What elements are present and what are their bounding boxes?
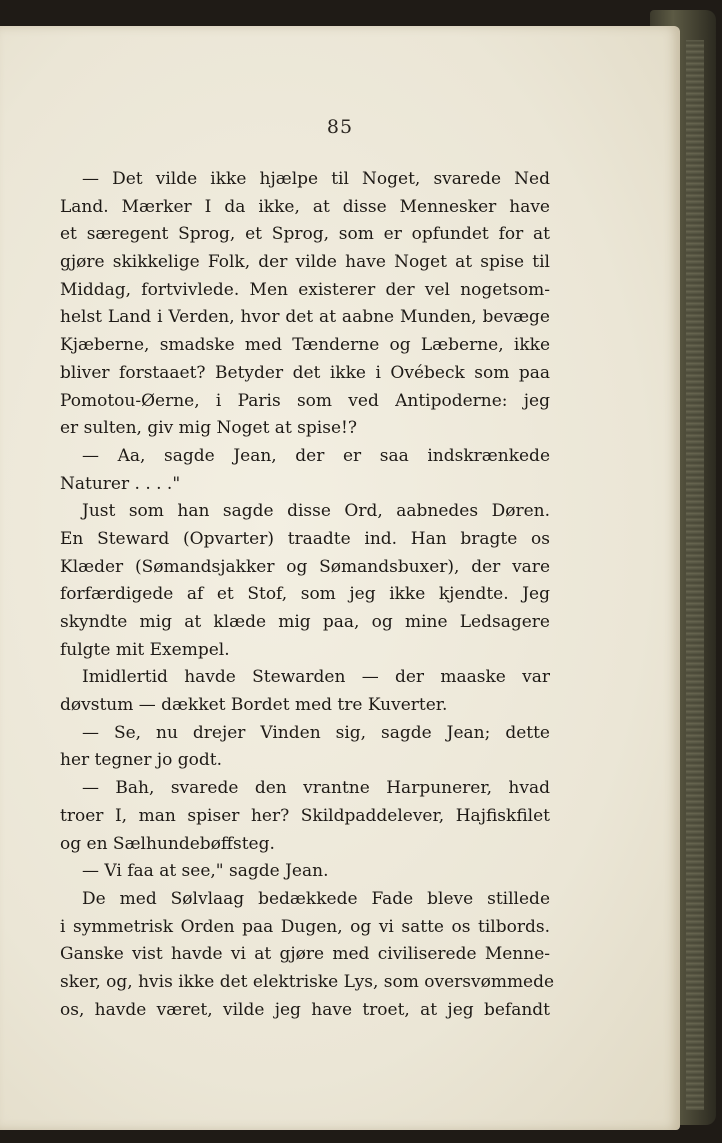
text-line: er sulten, giv mig Noget at spise!? xyxy=(60,418,357,439)
text-line: Land. Mærker I da ikke, at disse Mennesker have xyxy=(60,196,550,217)
book-page xyxy=(0,26,680,1130)
text-line: Kjæberne, smadske med Tænderne og Læberne, ikke xyxy=(60,335,550,356)
text-line: Klæder (Sømandsjakker og Sømandsbuxer), der vare xyxy=(60,556,550,577)
text-line: Naturer . . . ." xyxy=(60,473,181,494)
text-line: skyndte mig at klæde mig paa, og mine Ledsagere xyxy=(60,612,550,632)
text-line: os, havde været, vilde jeg have troet, at jeg befandt xyxy=(60,999,550,1020)
text-line: troer I, man spiser her? Skildpaddelever, Hajfiskfilet xyxy=(60,805,550,826)
text-line: forfærdigede af et Stof, som jeg ikke kjendte. Jeg xyxy=(60,584,550,605)
text-line: helst Land i Verden, hvor det at aabne Munden, bevæge xyxy=(60,307,550,328)
text-line: bliver forstaaet? Betyder det ikke i Ovébeck som paa xyxy=(60,362,550,383)
page-number: 85 xyxy=(326,116,354,138)
text-line: Middag, fortvivlede. Men existerer der vel nogetsom- xyxy=(60,279,550,300)
text-line: En Steward (Opvarter) traadte ind. Han bragte os xyxy=(60,528,550,549)
text-line: Imidlertid havde Stewarden — der maaske var xyxy=(82,667,550,688)
text-line: — Det vilde ikke hjælpe til Noget, svarede Ned xyxy=(82,169,550,189)
text-line: — Se, nu drejer Vinden sig, sagde Jean; dette xyxy=(82,722,550,743)
text-line: sker, og, hvis ikke det elektriske Lys, som oversvømmede xyxy=(60,971,555,992)
text-line: — Vi faa at see," sagde Jean. xyxy=(82,861,329,882)
text-line: et særegent Sprog, et Sprog, som er opfundet for at xyxy=(60,224,550,245)
page-edges xyxy=(686,40,704,1110)
text-line: i symmetrisk Orden paa Dugen, og vi satte os tilbords. xyxy=(60,916,550,937)
text-line: døvstum — dækket Bordet med tre Kuverter. xyxy=(60,695,448,716)
text-line: Just som han sagde disse Ord, aabnedes Døren. xyxy=(82,501,550,522)
text-line: Ganske vist havde vi at gjøre med civiliserede Menne- xyxy=(60,944,550,965)
text-line: De med Sølvlaag bedækkede Fade bleve stillede xyxy=(82,888,550,909)
body-text xyxy=(60,166,555,1024)
text-line: her tegner jo godt. xyxy=(60,750,222,771)
text-line: fulgte mit Exempel. xyxy=(60,639,230,660)
text-line: — Aa, sagde Jean, der er saa indskrænkede xyxy=(82,445,550,466)
text-line: Pomotou-Øerne, i Paris som ved Antipoderne: jeg xyxy=(60,390,550,411)
text-line: gjøre skikkelige Folk, der vilde have Noget at spise til xyxy=(60,252,550,273)
text-line: — Bah, svarede den vrantne Harpunerer, hvad xyxy=(82,778,550,799)
text-line: og en Sælhundebøffsteg. xyxy=(60,833,275,854)
